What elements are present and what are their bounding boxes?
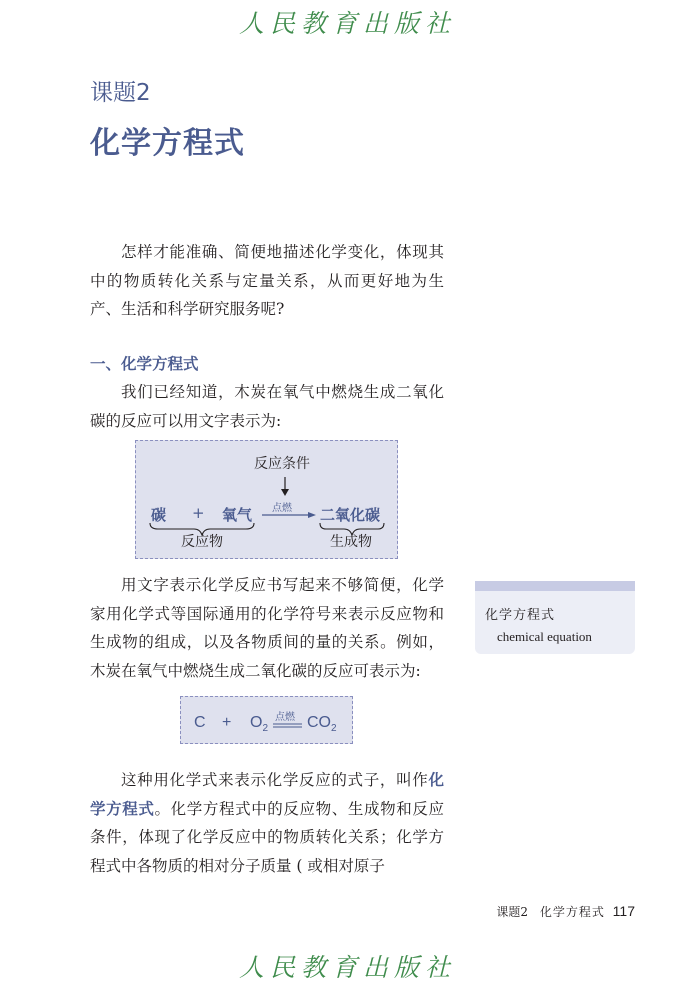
formula-carbon: C [194,714,206,731]
publisher-logo-top: 人民教育出版社 [238,9,456,38]
formula-condition: 点燃 [275,712,295,723]
reactants-label: 反应物 [181,534,223,550]
key-term: 化学方程式 [90,771,444,818]
condition-pointer-head [281,489,289,496]
word-equation-box [135,440,398,559]
reactant-oxygen: 氧气 [222,506,253,524]
paragraph-3-text: 这种用化学式来表示化学反应的式子，叫作化学方程式。化学方程式中的反应物、生成物和反应条件，体现了化学反应中的物质转化关系；化学方程式中各物质的相对分子质量 ( 或相对原子 [90,771,444,875]
paragraph-3 [90,766,444,880]
formula-oxygen: $O_2$ [250,714,269,735]
glossary-sidebar [475,581,635,654]
page-number: 117 [612,903,635,919]
reaction-arrow-head [308,512,316,518]
footer-title: 化学方程式 [539,905,605,919]
paragraph-1-text: 我们已经知道，木炭在氧气中燃烧生成二氧化碳的反应可以用文字表示为: [90,383,444,430]
plus-sign: + [192,504,205,522]
footer-lesson: 课题2 [496,905,528,919]
product-co2: 二氧化碳 [320,506,381,524]
formula-equation-box [180,696,353,744]
page-title: 化学方程式 [90,126,245,161]
paragraph-1 [90,378,444,435]
glossary-term-en: chemical equation [497,629,592,644]
products-label: 生成物 [330,534,372,550]
intro-paragraph [90,238,444,324]
intro-text: 怎样才能准确、简便地描述化学变化，体现其中的物质转化关系与定量关系，从而更好地为生产、生活和科学研究服务呢? [90,243,444,318]
glossary-term-zh: 化学方程式 [485,608,556,623]
paragraph-2-text: 用文字表示化学反应书写起来不够简便，化学家用化学式等国际通用的化学符号来表示反应物和生成物的组成，以及各物质间的量的关系。例如，木炭在氧气中燃烧生成二氧化碳的反应可表示为: [90,576,444,680]
glossary-top-bar [475,581,635,591]
reactant-carbon: 碳 [151,506,167,524]
condition-label: 反应条件 [254,456,310,472]
section-heading: 一、化学方程式 [90,355,199,373]
page-footer [496,903,635,920]
formula-co2: $CO_2$ [307,714,337,735]
formula-plus: + [222,714,232,731]
lesson-number: 课题2 [90,80,151,106]
paragraph-2 [90,571,444,685]
publisher-logo-bottom: 人民教育出版社 [238,953,456,982]
condition-ignite: 点燃 [272,503,292,514]
